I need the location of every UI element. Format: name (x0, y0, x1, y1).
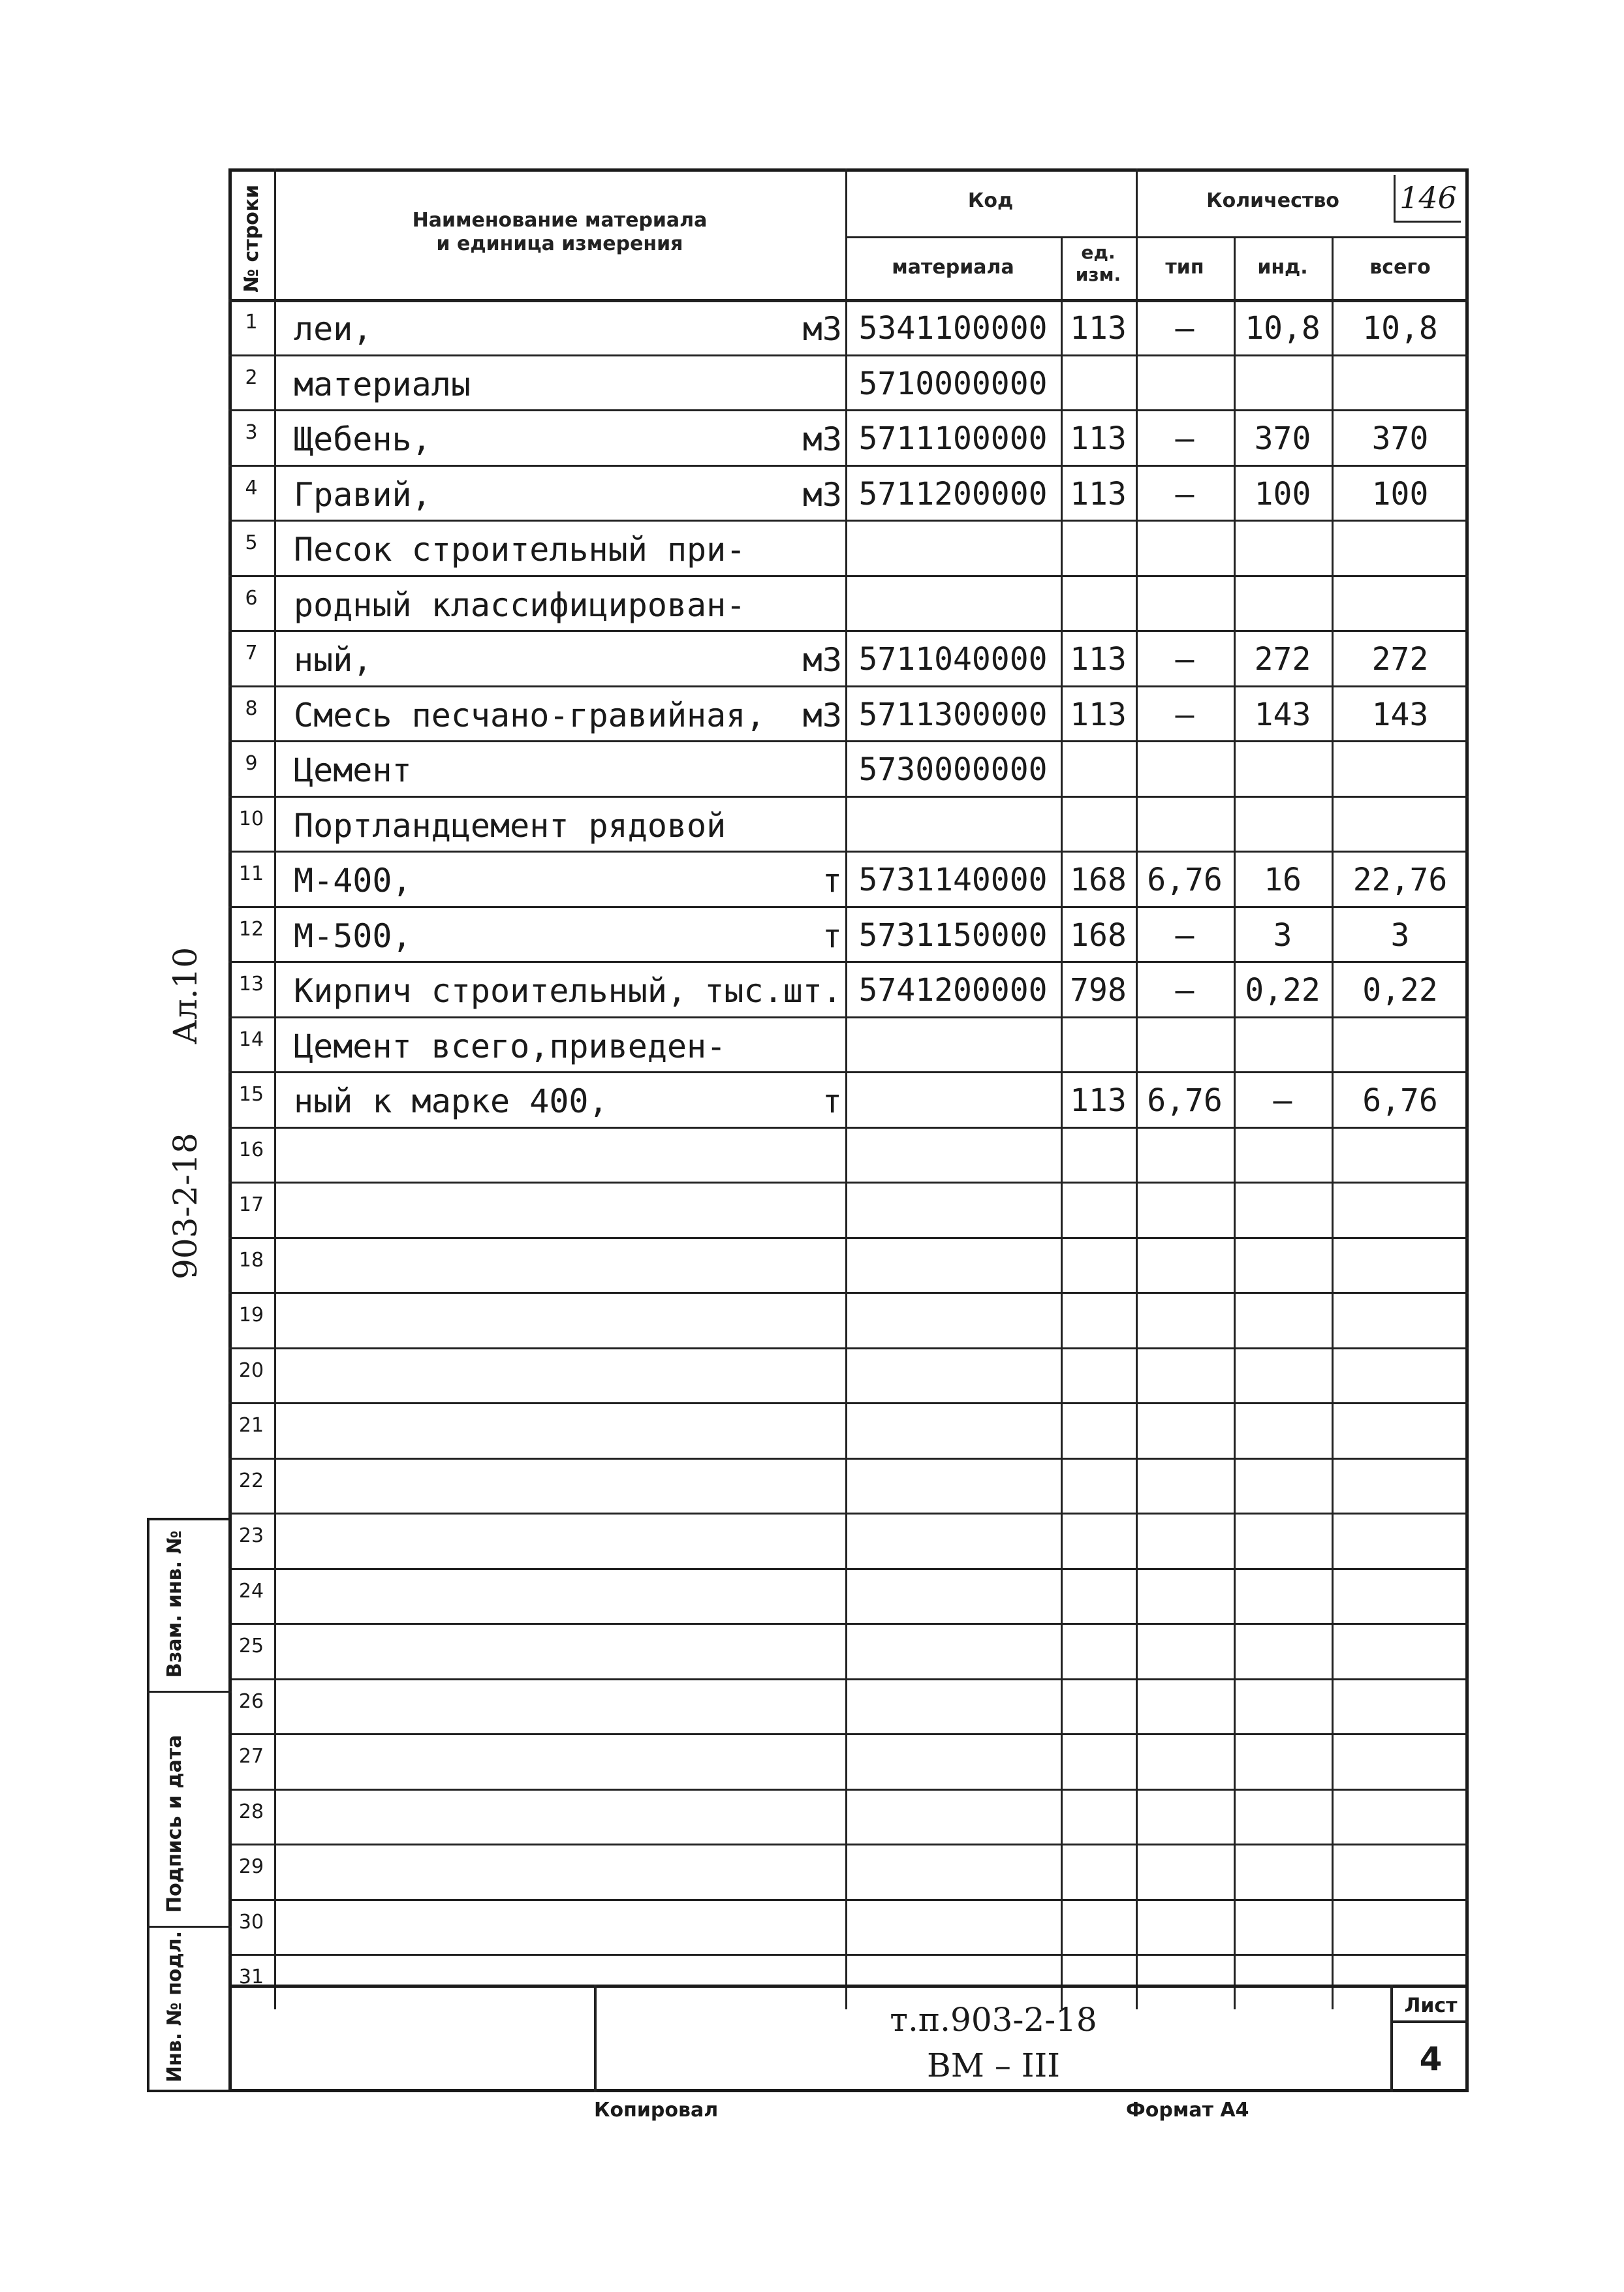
qty-ind: 0,22 (1245, 972, 1320, 1009)
table-row (228, 851, 1469, 906)
table-row (228, 520, 1469, 575)
stamp-list-value: 4 (1419, 2040, 1443, 2078)
row-number: 4 (245, 476, 258, 499)
row-number: 16 (238, 1138, 264, 1161)
material-name: леи, (294, 310, 373, 349)
header-qty-ind: инд. (1257, 256, 1308, 279)
row-number: 14 (238, 1028, 264, 1051)
table-row (228, 1237, 1469, 1293)
material-name: ный к марке 400, (294, 1082, 608, 1121)
material-name: Цемент всего,приведен- (294, 1027, 726, 1065)
unit-label: т (822, 1082, 842, 1121)
table-row (228, 1292, 1469, 1347)
row-number: 26 (238, 1689, 264, 1713)
material-name: Цемент (294, 751, 412, 790)
row-number: 18 (238, 1248, 264, 1272)
qty-ind: 272 (1254, 641, 1311, 678)
header-code-material: материала (892, 256, 1014, 279)
material-name: М-400, (294, 862, 412, 900)
table-row (228, 1016, 1469, 1072)
qty-total: 22,76 (1352, 862, 1448, 899)
row-number: 1 (245, 311, 258, 334)
unit-code: 113 (1070, 696, 1127, 733)
qty-ind: 10,8 (1245, 310, 1320, 347)
qty-type: – (1175, 696, 1195, 733)
row-number: 11 (238, 862, 264, 886)
table-row (228, 1899, 1469, 1954)
row-number: 7 (245, 642, 258, 665)
row-number: 21 (238, 1414, 264, 1437)
table-row (228, 906, 1469, 962)
row-number: 23 (238, 1524, 264, 1548)
row-number: 25 (238, 1635, 264, 1658)
footer-format: Формат А4 (1126, 2099, 1249, 2122)
header-code-unit: ед. изм. (1075, 242, 1121, 285)
material-name: Смесь песчано-гравийная, (294, 696, 766, 734)
qty-ind: 370 (1254, 420, 1311, 458)
qty-type: – (1175, 420, 1195, 458)
row-number: 8 (245, 697, 258, 720)
material-name: Кирпич строительный, (294, 972, 687, 1011)
table-row (228, 299, 1469, 354)
material-code: 5710000000 (858, 365, 1048, 402)
qty-total: 370 (1371, 420, 1429, 458)
sheet-ref-vertical: Ал.10 (166, 947, 204, 1044)
material-name: Гравий, (294, 475, 431, 514)
footer-copied: Копировал (594, 2099, 719, 2122)
row-number: 6 (245, 586, 258, 610)
qty-type: – (1175, 972, 1195, 1009)
material-name: родный классифицирован- (294, 586, 746, 624)
table-row (228, 740, 1469, 796)
qty-ind: 16 (1264, 862, 1302, 899)
table-row (228, 1733, 1469, 1789)
header-quantity: Количество (1206, 189, 1339, 212)
table-row (228, 465, 1469, 520)
table-row (228, 1127, 1469, 1182)
qty-total: 272 (1371, 641, 1429, 678)
qty-type: – (1175, 310, 1195, 347)
material-name: материалы (294, 365, 471, 403)
header-column-line (1136, 168, 1138, 299)
material-name: М-500, (294, 917, 412, 955)
stamp-list-label: Лист (1404, 1994, 1458, 2017)
qty-type: – (1175, 475, 1195, 512)
header-material-name: Наименование материала и единица измерения (412, 209, 708, 255)
row-number: 27 (238, 1745, 264, 1768)
material-code: 5731150000 (858, 917, 1048, 954)
unit-label: т (822, 917, 842, 955)
material-code: 5711100000 (858, 420, 1048, 458)
unit-code: 113 (1070, 1082, 1127, 1120)
table-row (228, 1182, 1469, 1237)
table-row (228, 1844, 1469, 1899)
qty-total: 100 (1371, 475, 1429, 512)
approval-boxes (147, 1518, 232, 2092)
table-row (228, 1402, 1469, 1458)
table-row (228, 1568, 1469, 1624)
unit-code: 113 (1070, 310, 1127, 347)
row-number: 22 (238, 1469, 264, 1492)
unit-code: 798 (1070, 972, 1127, 1009)
qty-total: 143 (1371, 696, 1429, 733)
row-number: 12 (238, 917, 264, 941)
row-number: 15 (238, 1083, 264, 1107)
qty-total: 3 (1390, 917, 1410, 954)
table-row (228, 1458, 1469, 1513)
unit-label: м3 (802, 641, 842, 680)
vzam-inv-label: Взам. инв. № (163, 1530, 186, 1678)
qty-ind: – (1273, 1082, 1292, 1120)
table-row (228, 961, 1469, 1016)
inv-podl-label: Инв. № подл. (163, 1930, 186, 2082)
qty-type: – (1175, 917, 1195, 954)
table-row (228, 1678, 1469, 1734)
unit-code: 113 (1070, 475, 1127, 512)
row-number: 9 (245, 752, 258, 776)
row-number: 19 (238, 1304, 264, 1327)
approval-divider (147, 1926, 232, 1928)
material-code: 5711200000 (858, 475, 1048, 512)
row-number: 29 (238, 1855, 264, 1879)
unit-label: т (822, 862, 842, 900)
table-row (228, 1623, 1469, 1678)
table-row (228, 1071, 1469, 1127)
page-mark: 146 (1394, 175, 1461, 223)
material-name: Портландцемент рядовой (294, 806, 726, 845)
material-name: ный, (294, 641, 373, 680)
qty-ind: 143 (1254, 696, 1311, 733)
unit-code: 113 (1070, 641, 1127, 678)
table-row (228, 1513, 1469, 1568)
unit-label: тыс.шт. (704, 972, 842, 1011)
material-code: 5711040000 (858, 641, 1048, 678)
qty-type: 6,76 (1147, 862, 1223, 899)
qty-type: 6,76 (1147, 1082, 1223, 1120)
qty-ind: 3 (1273, 917, 1292, 954)
table-row (228, 575, 1469, 631)
qty-total: 6,76 (1362, 1082, 1438, 1120)
header-column-line (845, 168, 847, 299)
unit-label: м3 (802, 696, 842, 734)
material-name: Щебень, (294, 420, 431, 459)
header-row-number: № строки (240, 184, 263, 292)
stamp-doc-code: т.п.903-2-18 (890, 2001, 1097, 2039)
table-row (228, 1789, 1469, 1844)
title-block-divider (1390, 2020, 1469, 2023)
unit-label: м3 (802, 310, 842, 349)
table-row (228, 685, 1469, 741)
table-row (228, 354, 1469, 410)
table-row (228, 630, 1469, 685)
row-number: 24 (238, 1579, 264, 1603)
row-number: 13 (238, 973, 264, 996)
material-code: 5711300000 (858, 696, 1048, 733)
material-name: Песок строительный при- (294, 531, 746, 569)
unit-code: 168 (1070, 862, 1127, 899)
qty-total: 10,8 (1362, 310, 1438, 347)
header-code: Код (967, 189, 1014, 212)
header-qty-type: тип (1165, 256, 1204, 279)
stamp-section: ВМ – III (927, 2047, 1060, 2084)
qty-total: 0,22 (1362, 972, 1438, 1009)
table-row (228, 1347, 1469, 1403)
header-divider (845, 236, 1469, 238)
qty-ind: 100 (1254, 475, 1311, 512)
document-code-vertical: 903-2-18 (166, 1133, 204, 1279)
row-number: 28 (238, 1800, 264, 1823)
material-code: 5341100000 (858, 310, 1048, 347)
approval-divider (147, 1691, 232, 1693)
qty-type: – (1175, 641, 1195, 678)
unit-label: м3 (802, 420, 842, 459)
row-number: 5 (245, 531, 258, 555)
table-row (228, 796, 1469, 851)
unit-code: 113 (1070, 420, 1127, 458)
table-row (228, 409, 1469, 465)
header-qty-total: всего (1369, 256, 1431, 279)
material-code: 5730000000 (858, 751, 1048, 789)
row-number: 2 (245, 366, 258, 389)
material-code: 5731140000 (858, 862, 1048, 899)
unit-label: м3 (802, 475, 842, 514)
podpis-data-label: Подпись и дата (163, 1735, 186, 1913)
row-number: 17 (238, 1193, 264, 1217)
row-number: 20 (238, 1358, 264, 1382)
row-number: 3 (245, 421, 258, 445)
unit-code: 168 (1070, 917, 1127, 954)
material-code: 5741200000 (858, 972, 1048, 1009)
row-number: 31 (238, 1966, 264, 1989)
row-number: 30 (238, 1910, 264, 1934)
row-number: 10 (238, 807, 264, 830)
